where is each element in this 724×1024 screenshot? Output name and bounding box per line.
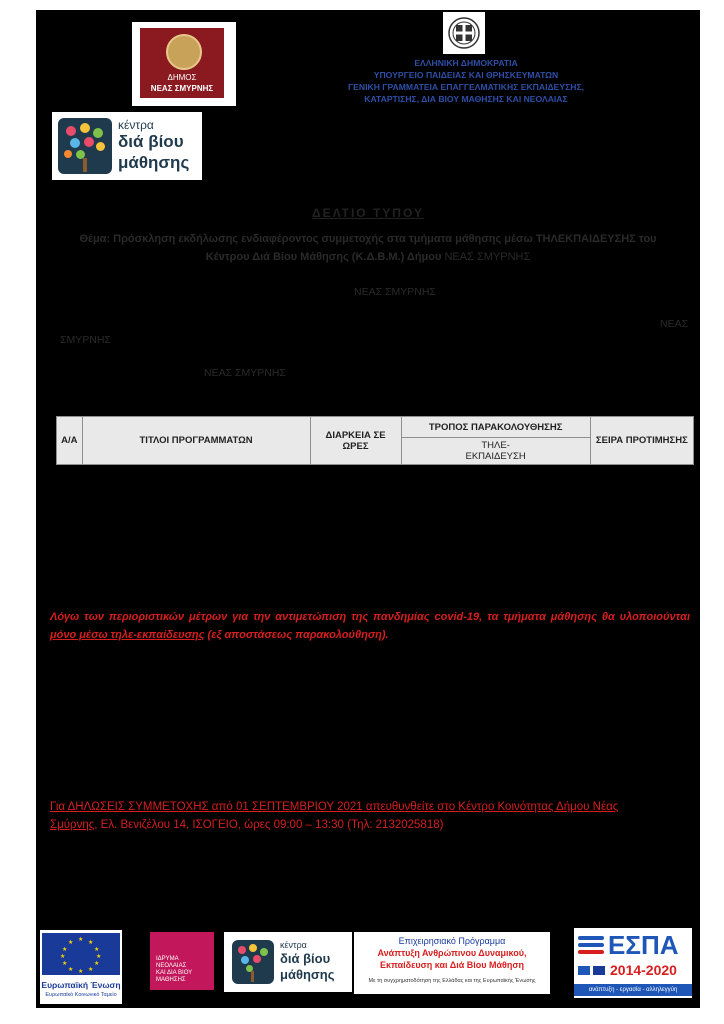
greek-coat-of-arms-logo — [443, 12, 485, 54]
covid-notice: Λόγω των περιοριστικών μέτρων για την αντιμετώπιση της πανδημίας covid-19, τα τμήματα μάθησης θα υλοποιούνται μόνο μέσω τηλε-εκπαίδευσης (εξ αποστάσεως παρακολούθηση). — [50, 611, 690, 641]
gov-header-line: ΥΠΟΥΡΓΕΙΟ ΠΑΙΔΕΙΑΣ ΚΑΙ ΘΡΗΣΚΕΥΜΑΤΩΝ — [373, 70, 559, 80]
col-header-duration: ΔΙΑΡΚΕΙΑ ΣΕ ΩΡΕΣ — [310, 417, 401, 465]
document-title: ΔΕΛΤΙΟ ΤΥΠΟΥ — [312, 206, 424, 220]
gov-header-line: ΕΛΛΗΝΙΚΗ ΔΗΜΟΚΡΑΤΙΑ — [414, 58, 518, 68]
body-fragment: ΝΕΑΣ ΣΜΥΡΝΗΣ — [204, 367, 286, 379]
tree-icon — [232, 940, 274, 984]
footer-kdbm-logo: κέντρα διά βίου μάθησης — [224, 932, 352, 992]
col-header-aa: Α/Α — [57, 417, 83, 465]
flags-icon — [578, 966, 606, 978]
tree-icon — [58, 118, 112, 174]
inedivim-logo: ΙΔΡΥΜΑ ΝΕΟΛΑΙΑΣ ΚΑΙ ΔΙΑ ΒΙΟΥ ΜΑΘΗΣΗΣ — [150, 932, 214, 990]
col-header-mode-sub: ΤΗΛΕ- ΕΚΠΑΙΔΕΥΣΗ — [401, 438, 590, 465]
document-subject: Θέμα: Πρόσκληση εκδήλωσης ενδιαφέροντος συμμετοχής στα τμήματα μάθησης μέσω ΤΗΛΕΚΠΑΙΔΕΥΣΗΣ του Κέντρου Διά Βίου Μάθησης (Κ.Δ.Β.Μ.) Δήμου ΝΕΑΣ ΣΜΥΡΝΗΣ — [79, 233, 657, 263]
government-header — [336, 57, 596, 105]
seal-icon — [166, 34, 202, 70]
col-header-titles: ΤΙΤΛΟΙ ΠΡΟΓΡΑΜΜΑΤΩΝ — [82, 417, 310, 465]
espa-logo: ΕΣΠΑ 2014-2020 ανάπτυξη - εργασία - αλληλεγγύη — [574, 928, 692, 998]
dimos-emblem: ΔΗΜΟΣ ΝΕΑΣ ΣΜΥΡΝΗΣ — [140, 28, 224, 98]
col-header-mode: ΤΡΟΠΟΣ ΠΑΡΑΚΟΛΟΥΘΗΣΗΣ — [401, 417, 590, 438]
eu-flag-icon: ★ ★ ★ ★ ★ ★ ★ ★ ★ ★ ★ ★ — [42, 933, 120, 975]
coat-of-arms-icon — [443, 12, 485, 54]
gov-header-line: ΚΑΤΑΡΤΙΣΗΣ, ΔΙΑ ΒΙΟΥ ΜΑΘΗΣΗΣ ΚΑΙ ΝΕΟΛΑΙΑΣ — [364, 94, 568, 104]
col-header-priority: ΣΕΙΡΑ ΠΡΟΤΙΜΗΣΗΣ — [590, 417, 693, 465]
dimos-nea-smyrni-logo — [132, 22, 236, 106]
contact-info: Για ΔΗΛΩΣΕΙΣ ΣΥΜΜΕΤΟΧΗΣ από 01 ΣΕΠΤΕΜΒΡΙΟΥ 2021 απευθυνθείτε στο Κέντρο Κοινότητας Δήμου Νέας Σμύρνης, Ελ. Βενιζέλου 14, ΙΣΟΓΕΙΟ, ώρες 09:00 – 13:30 (Τηλ: 2132025818) — [50, 801, 619, 831]
gov-header-line: ΓΕΝΙΚΗ ΓΡΑΜΜΑΤΕΙΑ ΕΠΑΓΓΕΛΜΑΤΙΚΗΣ ΕΚΠΑΙΔΕΥΣΗΣ, — [348, 82, 584, 92]
eu-logo: ★ ★ ★ ★ ★ ★ ★ ★ ★ ★ ★ ★ Ευρωπαϊκή Ένωση Ευρωπαϊκό Κοινωνικό Ταμείο — [40, 930, 122, 1004]
espa-stripes-icon — [578, 936, 604, 958]
kdbm-logo: κέντρα διά βίου μάθησης — [52, 112, 202, 180]
operational-programme-logo: Επιχειρησιακό Πρόγραμμα Ανάπτυξη Ανθρώπινου Δυναμικού, Εκπαίδευση και Διά Βίου Μάθηση Με τη συγχρηματοδότηση της Ελλάδας και της Ευρωπαϊκής Ένωσης — [354, 932, 550, 994]
programs-table — [56, 416, 694, 465]
body-fragment: ΣΜΥΡΝΗΣ — [60, 334, 111, 346]
document-page — [36, 10, 700, 1008]
body-fragment: ΝΕΑΣ ΣΜΥΡΝΗΣ — [354, 286, 436, 298]
body-fragment: ΝΕΑΣ — [660, 318, 689, 330]
